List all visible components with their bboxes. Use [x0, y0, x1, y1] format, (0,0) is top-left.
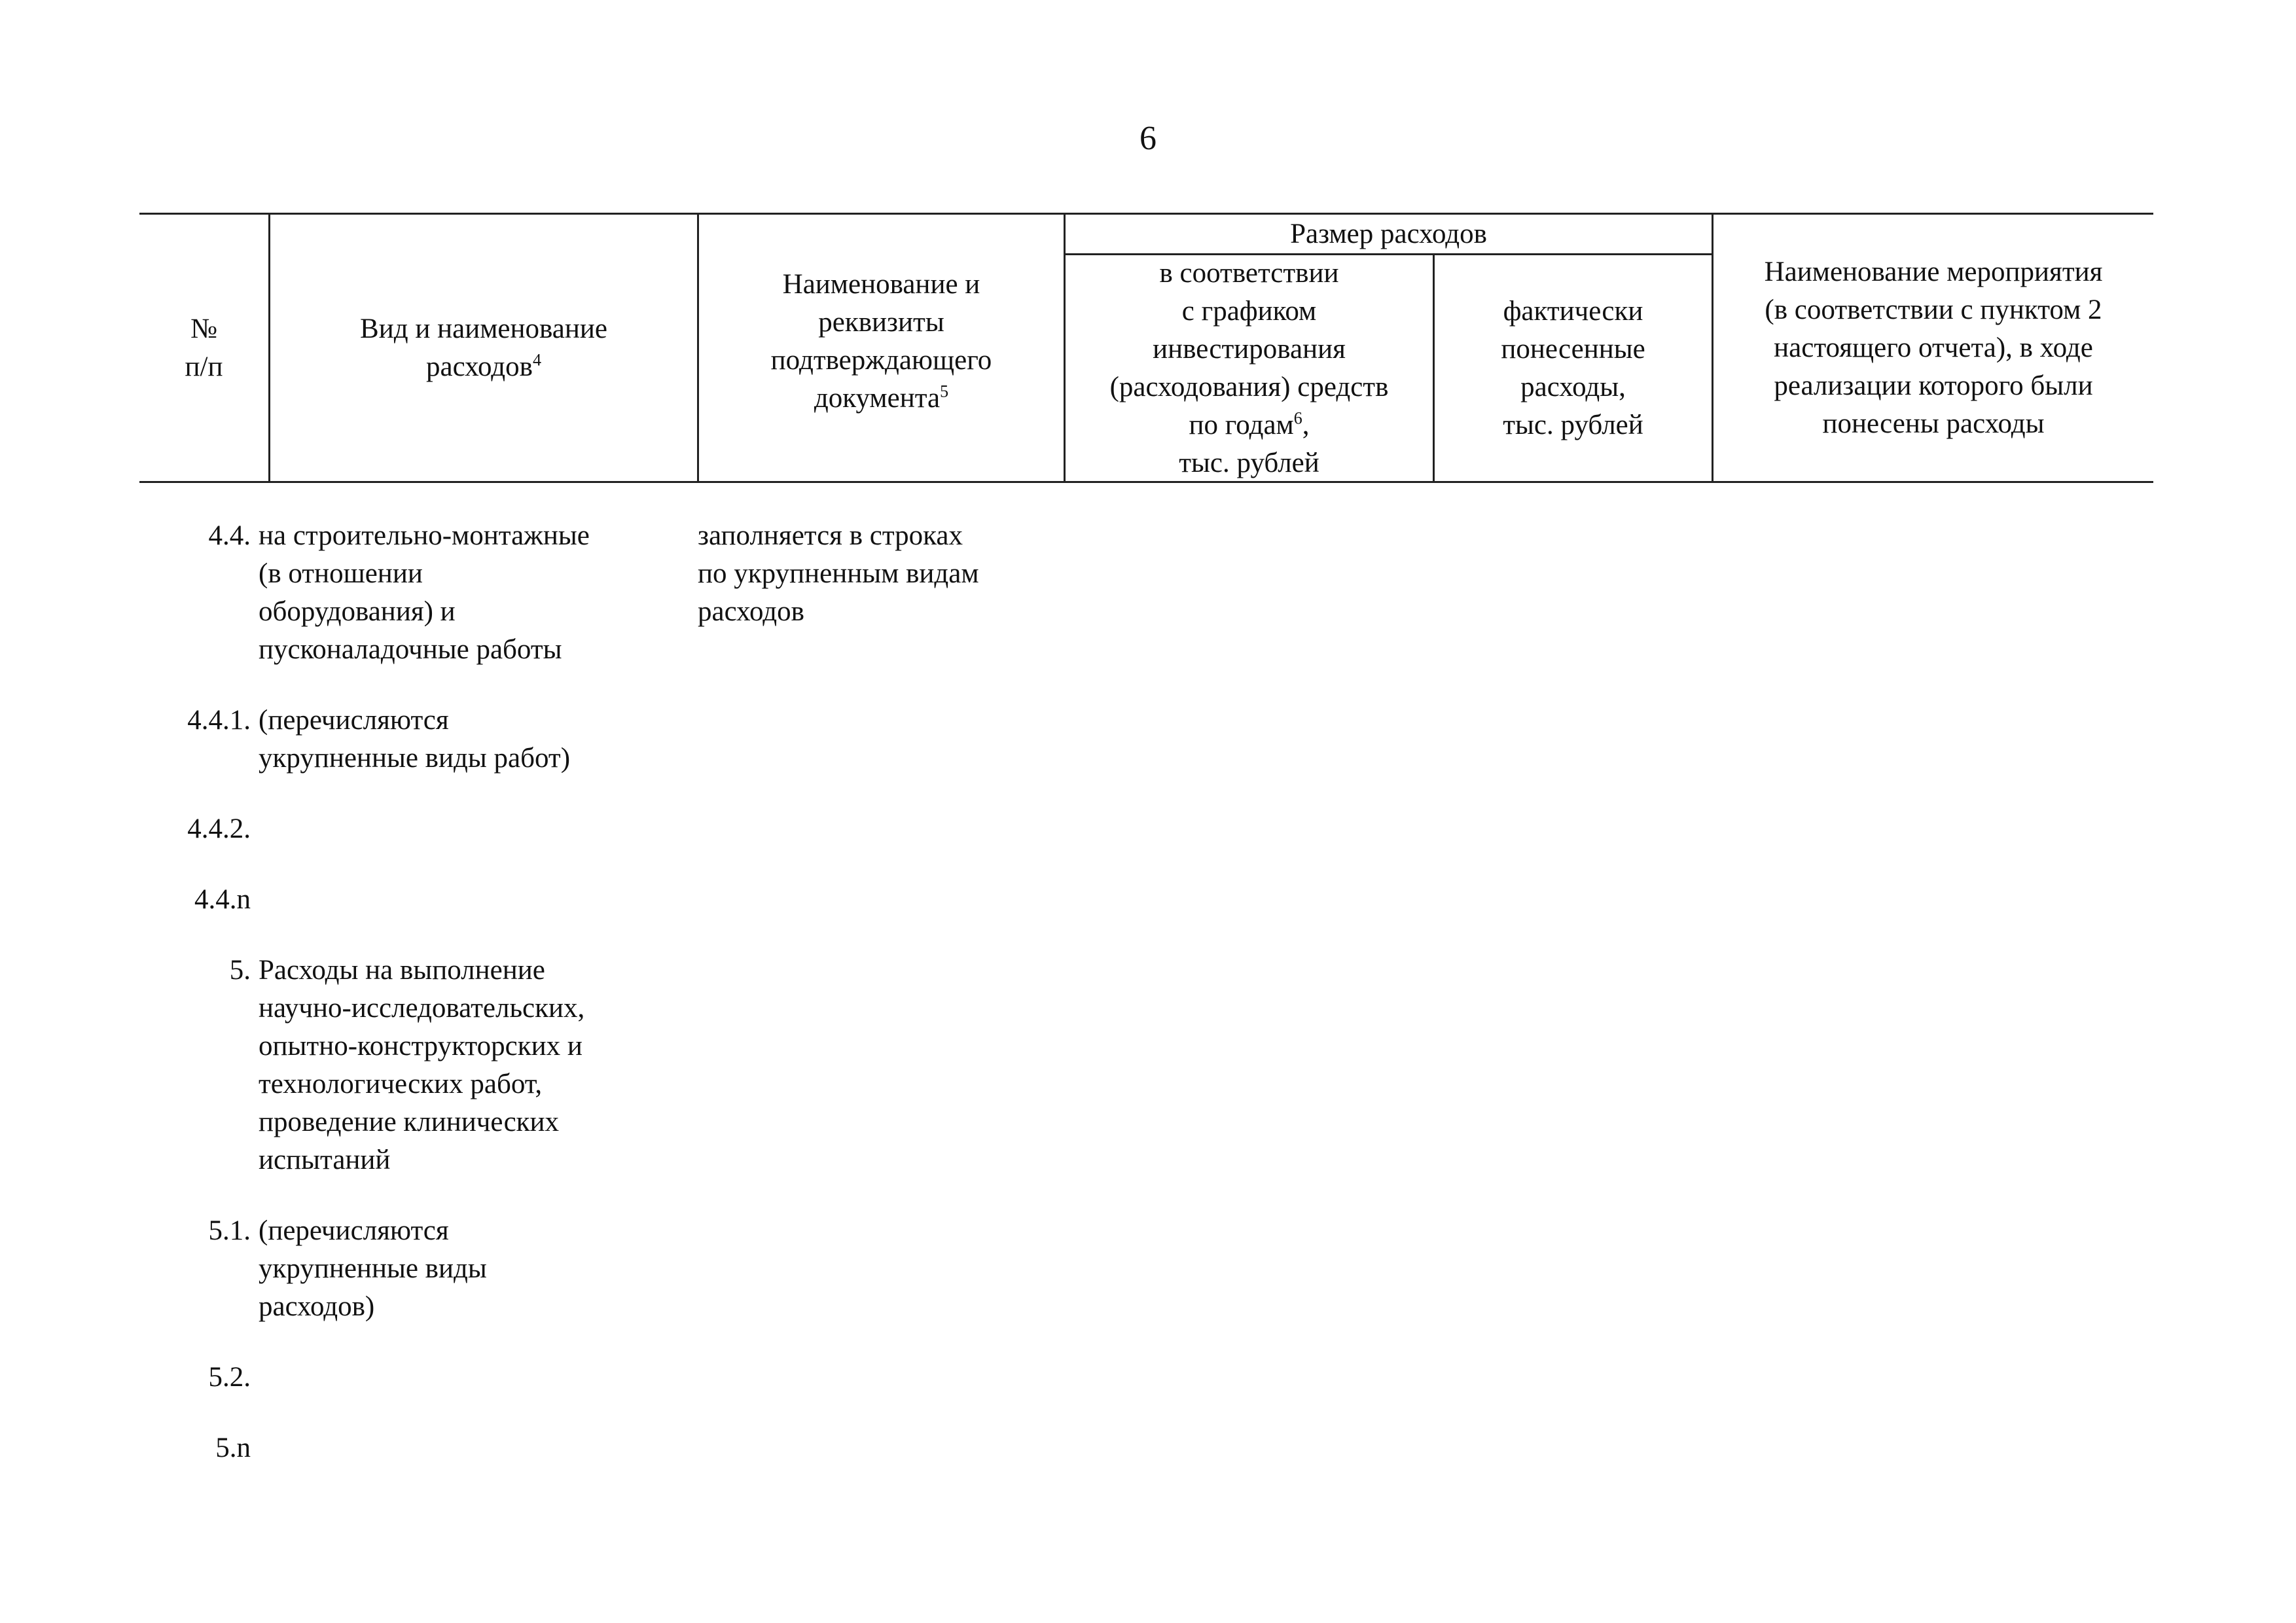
- table-header: [139, 213, 2153, 483]
- header-col-document: Наименование и реквизиты подтверждающего документа$^5$: [770, 268, 992, 414]
- header-col-planned: в соответствии с графиком инвестирования (расходования) средств по годам$^6$, тыс. рублей: [1109, 257, 1389, 478]
- table-row: [139, 1212, 2153, 1326]
- header-col-actual: фактически понесенные расходы, тыс. рублей: [1501, 295, 1645, 440]
- row-expense-name: (перечисляются укрупненные виды работ): [259, 705, 571, 774]
- header-col-expense-type: Вид и наименование расходов$^4$: [360, 313, 607, 382]
- row-document: [679, 881, 1046, 919]
- table-row: [139, 810, 2153, 848]
- table-row: [139, 952, 2153, 1179]
- row-document: [679, 1429, 1046, 1467]
- row-expense-name: на строительно-монтажные (в отношении оборудования) и пусконаладочные работы: [259, 520, 590, 665]
- table-row: [139, 517, 2153, 669]
- table-body: [139, 517, 2153, 1500]
- table-row: [139, 1429, 2153, 1467]
- row-number: 4.4.2.: [187, 813, 251, 844]
- table-row: [139, 702, 2153, 777]
- row-document: [679, 1212, 1046, 1326]
- row-document: [679, 810, 1046, 848]
- row-number: 5.: [229, 955, 251, 986]
- row-expense-name: [251, 1359, 679, 1397]
- header-col-number: № п/п: [185, 313, 223, 382]
- row-number: 5.2.: [208, 1362, 251, 1393]
- row-document: [679, 1359, 1046, 1397]
- row-number: 4.4.: [208, 520, 251, 551]
- row-document: заполняется в строках по укрупненным видам расходов: [698, 520, 979, 627]
- header-col-event: Наименование мероприятия (в соответствии с пунктом 2 настоящего отчета), в ходе реализации которого были понесены расходы: [1764, 256, 2103, 439]
- row-number: 4.4.1.: [187, 705, 251, 736]
- row-expense-name: [251, 1429, 679, 1467]
- table-row: [139, 1359, 2153, 1397]
- row-expense-name: (перечисляются укрупненные виды расходов): [259, 1215, 487, 1322]
- row-number: 5.1.: [208, 1215, 251, 1246]
- row-expense-name: [251, 810, 679, 848]
- table-row: [139, 881, 2153, 919]
- row-number: 5.n: [215, 1433, 251, 1463]
- row-expense-name: [251, 881, 679, 919]
- header-group-expense-size: Размер расходов: [1290, 218, 1487, 249]
- page-number: 6: [1139, 120, 1157, 157]
- row-document: [679, 952, 1046, 1179]
- row-document: [679, 702, 1046, 777]
- row-number: 4.4.n: [194, 884, 251, 915]
- row-expense-name: Расходы на выполнение научно-исследовательских, опытно-конструкторских и технологических работ, проведение клинических испытаний: [259, 955, 585, 1175]
